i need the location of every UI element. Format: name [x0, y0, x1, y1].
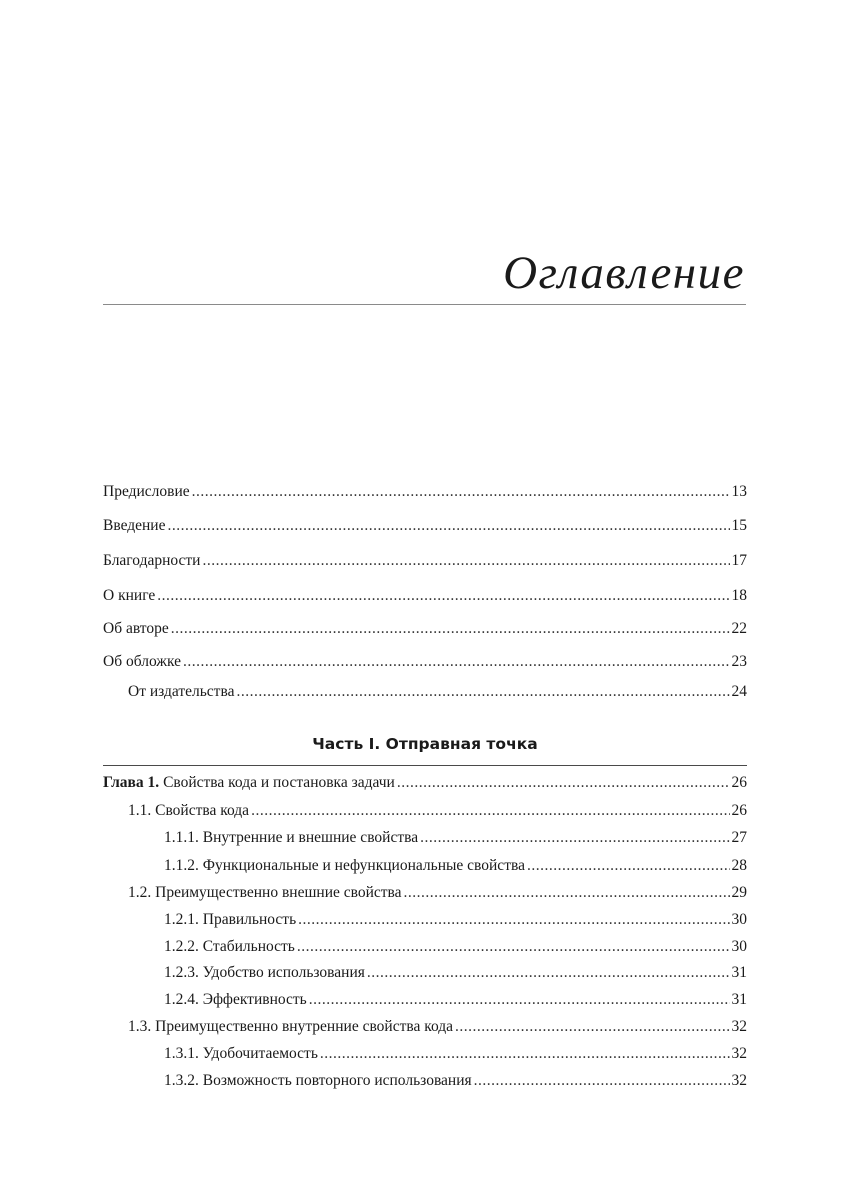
toc-entry-about-cover[interactable]	[103, 653, 747, 671]
dot-leader	[320, 1045, 730, 1063]
dot-leader	[309, 991, 730, 1009]
toc-entry-section[interactable]	[103, 802, 747, 820]
toc-entry-subsection[interactable]	[103, 964, 747, 982]
dot-leader	[298, 911, 729, 929]
dot-leader	[527, 857, 730, 875]
title-rule	[103, 304, 746, 305]
toc-entry-page: 26	[731, 774, 747, 791]
toc-entry-subsection[interactable]	[103, 991, 747, 1009]
toc-entry-subsection[interactable]	[103, 1072, 747, 1090]
toc-entry-label: О книге	[103, 587, 156, 604]
part-rule	[103, 765, 747, 766]
page-title: Оглавление	[503, 247, 745, 299]
toc-entry-label: 1.3. Преимущественно внутренние свойства кода	[128, 1018, 454, 1035]
chapter-title: Свойства кода и постановка задачи	[159, 774, 395, 791]
toc-entry-subsection[interactable]	[103, 857, 747, 875]
toc-entry-page: 32	[731, 1018, 747, 1035]
toc-entry-label: 1.2.1. Правильность	[164, 911, 297, 928]
toc-entry-subsection[interactable]	[103, 829, 747, 847]
toc-entry-about-book[interactable]	[103, 587, 747, 605]
toc-entry-page: 29	[731, 884, 747, 901]
toc-entry-page: 22	[731, 620, 747, 637]
toc-entry-page: 18	[731, 587, 747, 604]
toc-entry-label: 1.1.1. Внутренние и внешние свойства	[164, 829, 419, 846]
toc-entry-page: 23	[731, 653, 747, 670]
toc-entry-page: 17	[731, 552, 747, 569]
toc-entry-from-publisher[interactable]	[103, 683, 747, 701]
toc-entry-section[interactable]	[103, 1018, 747, 1036]
toc-entry-label: 1.2.4. Эффективность	[164, 991, 307, 1008]
dot-leader	[192, 483, 730, 501]
toc-entry-page: 27	[731, 829, 747, 846]
toc-entry-label: 1.2.3. Удобство использования	[164, 964, 365, 981]
toc-entry-label: 1.2.2. Стабильность	[164, 938, 295, 955]
part-heading: Часть I. Отправная точка	[312, 735, 538, 753]
dot-leader	[455, 1018, 729, 1036]
dot-leader	[397, 774, 730, 792]
toc-entry-chapter-1[interactable]	[103, 774, 747, 792]
dot-leader	[251, 802, 729, 820]
toc-entry-page: 31	[731, 964, 747, 981]
toc-entry-page: 13	[731, 483, 747, 500]
dot-leader	[157, 587, 729, 605]
toc-entry-page: 32	[731, 1045, 747, 1062]
toc-entry-page: 24	[731, 683, 747, 700]
toc-entry-preface[interactable]	[103, 483, 747, 501]
toc-entry-page: 30	[731, 911, 747, 928]
toc-entry-label: Об авторе	[103, 620, 169, 637]
dot-leader	[171, 620, 730, 638]
toc-entry-page: 15	[731, 517, 747, 534]
chapter-prefix: Глава 1.	[103, 774, 160, 791]
dot-leader	[202, 552, 729, 570]
toc-entry-label: 1.1.2. Функциональные и нефункциональные свойства	[164, 857, 525, 874]
dot-leader	[167, 517, 729, 535]
toc-entry-label: 1.2. Преимущественно внешние свойства	[128, 884, 402, 901]
toc-entry-about-author[interactable]	[103, 620, 747, 638]
toc-entry-label: Об обложке	[103, 653, 182, 670]
toc-entry-subsection[interactable]	[103, 911, 747, 929]
toc-entry-page: 31	[731, 991, 747, 1008]
toc-entry-label: Предисловие	[103, 483, 190, 500]
dot-leader	[404, 884, 730, 902]
toc-entry-page: 26	[731, 802, 747, 819]
dot-leader	[474, 1072, 730, 1090]
toc-entry-introduction[interactable]	[103, 517, 747, 535]
toc-entry-subsection[interactable]	[103, 938, 747, 956]
dot-leader	[236, 683, 729, 701]
dot-leader	[367, 964, 730, 982]
dot-leader	[420, 829, 729, 847]
toc-entry-label: 1.3.2. Возможность повторного использования	[164, 1072, 472, 1089]
toc-entry-subsection[interactable]	[103, 1045, 747, 1063]
toc-entry-acknowledgements[interactable]	[103, 552, 747, 570]
toc-entry-label: 1.1. Свойства кода	[128, 802, 250, 819]
dot-leader	[297, 938, 730, 956]
toc-entry-page: 28	[731, 857, 747, 874]
toc-entry-label	[103, 774, 395, 792]
dot-leader	[183, 653, 729, 671]
toc-entry-section[interactable]	[103, 884, 747, 902]
toc-entry-page: 30	[731, 938, 747, 955]
toc-entry-label: 1.3.1. Удобочитаемость	[164, 1045, 318, 1062]
toc-entry-page: 32	[731, 1072, 747, 1089]
toc-entry-label: От издательства	[128, 683, 235, 700]
toc-entry-label: Введение	[103, 517, 166, 534]
toc-entry-label: Благодарности	[103, 552, 201, 569]
